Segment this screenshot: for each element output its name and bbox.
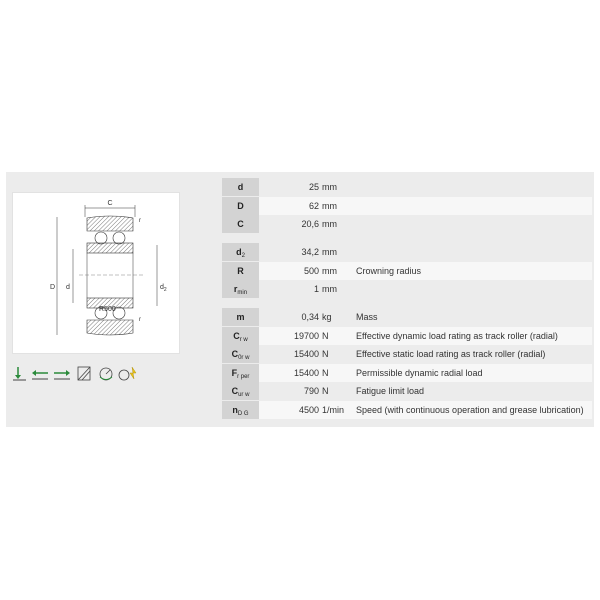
spec-value: 62 <box>308 200 319 211</box>
spec-row <box>222 401 592 419</box>
spec-unit: mm <box>322 182 337 192</box>
spec-value: 4500 <box>298 404 319 415</box>
spec-value: 0,34 <box>301 312 319 322</box>
seal-icon <box>78 367 90 380</box>
specification-table <box>222 178 592 419</box>
spec-row <box>222 197 592 215</box>
spec-row <box>222 262 592 280</box>
spec-row <box>222 345 592 363</box>
spec-row <box>222 178 592 196</box>
spec-value: 34,2 <box>301 247 319 257</box>
dim-d-outer-label: D <box>50 284 56 291</box>
r-bottom-label: r <box>139 317 141 323</box>
spec-symbol: $C_{0r w}$ <box>222 345 259 363</box>
spec-unit: mm <box>322 219 337 229</box>
axial-load-left-icon <box>32 370 48 379</box>
spec-value: 25 <box>308 182 319 192</box>
spec-description <box>352 243 592 261</box>
product-data-panel <box>6 172 594 427</box>
spec-value: 19700 <box>293 330 319 341</box>
spec-row <box>222 327 592 345</box>
spec-symbol: m <box>222 308 259 326</box>
spec-unit: mm <box>322 200 337 211</box>
spec-row <box>222 308 592 326</box>
lubrication-icon <box>119 367 136 380</box>
spec-group <box>222 243 592 298</box>
property-icons <box>12 365 162 383</box>
r-top-label: r <box>139 218 141 224</box>
spec-row <box>222 382 592 400</box>
spec-symbol: d <box>222 178 259 196</box>
axial-load-right-icon <box>54 370 70 379</box>
spec-description: Speed (with continuous operation and grease lubrication) <box>356 404 584 415</box>
spec-unit: N <box>322 349 329 359</box>
spec-unit: N <box>322 386 329 396</box>
speed-icon <box>100 368 112 380</box>
spec-description: Effective dynamic load rating as track roller (radial) <box>356 330 558 341</box>
spec-unit: mm <box>322 284 337 294</box>
spec-description: Fatigue limit load <box>356 386 425 396</box>
spec-unit: mm <box>322 265 337 276</box>
spec-unit: N <box>322 330 329 341</box>
spec-value: 15400 <box>293 349 319 359</box>
spec-symbol: $C_{ur w}$ <box>222 382 259 400</box>
radius-label: R500 <box>99 306 116 313</box>
spec-description <box>352 280 592 298</box>
spec-value: 1 <box>313 284 319 294</box>
spec-row <box>222 215 592 233</box>
spec-unit: kg <box>322 312 332 322</box>
ball-top-left <box>95 232 107 244</box>
spec-description: Mass <box>356 312 378 322</box>
spec-group <box>222 178 592 233</box>
spec-symbol: $r_{min}$ <box>222 280 259 298</box>
spec-symbol: C <box>222 215 259 233</box>
spec-unit: mm <box>322 247 337 257</box>
spec-description <box>352 178 592 196</box>
radial-load-icon <box>13 367 26 380</box>
spec-description <box>352 215 592 233</box>
dim-d2-label: $d_2$ <box>160 284 167 293</box>
bearing-drawing-svg <box>13 193 179 353</box>
spec-unit: 1/min <box>322 404 345 415</box>
spec-value: 790 <box>303 386 319 396</box>
spec-description: Permissible dynamic radial load <box>356 367 483 378</box>
spec-row <box>222 364 592 382</box>
spec-row <box>222 243 592 261</box>
bearing-cross-section-drawing <box>12 192 180 354</box>
spec-description: Crowning radius <box>356 265 422 276</box>
spec-group <box>222 308 592 419</box>
dim-c-label: C <box>107 200 113 207</box>
spec-row <box>222 280 592 298</box>
spec-symbol: R <box>222 262 259 280</box>
outer-ring-top <box>87 216 133 231</box>
spec-symbol: $F_{r per}$ <box>222 364 259 382</box>
spec-symbol: $n_{D G}$ <box>222 401 259 419</box>
spec-description <box>352 197 592 215</box>
spec-value: 500 <box>303 265 319 276</box>
spec-symbol: D <box>222 197 259 215</box>
spec-unit: N <box>322 367 329 378</box>
spec-symbol: $d_2$ <box>222 243 259 261</box>
spec-description: Effective static load rating as track roller (radial) <box>356 349 546 359</box>
outer-ring-bottom <box>87 320 133 335</box>
dim-d-bore-label: d <box>66 284 70 291</box>
inner-ring-top <box>87 243 133 253</box>
spec-symbol: $C_{r w}$ <box>222 327 259 345</box>
ball-top-right <box>113 232 125 244</box>
spec-value: 20,6 <box>301 219 319 229</box>
spec-value: 15400 <box>293 367 319 378</box>
